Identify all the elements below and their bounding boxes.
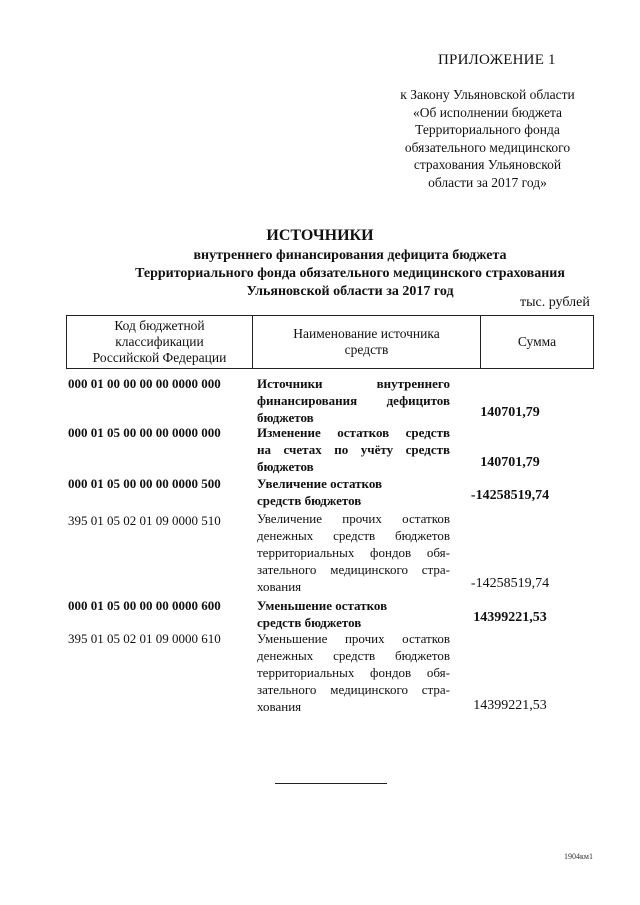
row-name-line: территориальных фондов обя- <box>257 545 450 560</box>
row-name-line: Увеличение остатков <box>257 476 383 491</box>
footer-divider <box>275 783 387 784</box>
row-name <box>257 510 450 595</box>
appendix-subtitle <box>380 86 595 191</box>
row-name-line: территориальных фондов обя- <box>257 665 450 680</box>
row-name-line: Изменение остатков средств <box>257 425 450 440</box>
appendix-subtitle-line: страхования Ульяновской <box>413 157 562 172</box>
row-name-line: финансирования дефицитов <box>257 393 450 408</box>
row-name-line: Уменьшение прочих остатков <box>257 631 450 646</box>
table-header <box>66 315 594 369</box>
row-amount: -14258519,74 <box>470 488 550 503</box>
row-amount: 14399221,53 <box>473 698 547 713</box>
row-code: 395 01 05 02 01 09 0000 510 <box>68 513 221 528</box>
row-code: 000 01 05 00 00 00 0000 000 <box>68 425 221 440</box>
row-name <box>257 375 450 426</box>
appendix-subtitle-line: обязательного медицинского <box>404 139 571 155</box>
row-name-line: денежных средств бюджетов <box>257 528 450 543</box>
column-header-amount <box>480 316 593 368</box>
document-subtitle-line: Ульяновской области за 2017 год <box>246 284 454 299</box>
document-title: ИСТОЧНИКИ <box>266 227 374 244</box>
row-name-line: Увеличение прочих остатков <box>257 511 450 526</box>
row-code: 000 01 00 00 00 00 0000 000 <box>68 376 221 391</box>
column-header-amount-label: Сумма <box>517 334 557 349</box>
row-name <box>257 597 450 631</box>
row-amount: -14258519,74 <box>470 576 550 591</box>
row-name-line: средств бюджетов <box>257 615 362 630</box>
row-name-line: денежных средств бюджетов <box>257 648 450 663</box>
row-name-line: Источники внутреннего <box>257 376 450 391</box>
row-code: 000 01 05 00 00 00 0000 600 <box>68 598 221 613</box>
appendix-title: ПРИЛОЖЕНИЕ 1 <box>438 52 556 68</box>
appendix-subtitle-line: «Об исполнении бюджета <box>412 104 563 120</box>
column-header-name <box>252 316 480 368</box>
footer-code: 1904км1 <box>564 852 593 861</box>
document-subtitle <box>60 247 640 301</box>
appendix-subtitle-line: к Закону Ульяновской области <box>400 87 575 102</box>
row-name-line: хования <box>257 579 302 594</box>
units-label: тыс. рублей <box>520 295 590 310</box>
column-header-code <box>67 316 252 368</box>
row-name-line: Уменьшение остатков <box>257 598 388 613</box>
row-name-line: бюджетов <box>257 459 314 474</box>
row-name-line: средств бюджетов <box>257 493 362 508</box>
row-name-line: хования <box>257 699 302 714</box>
document-subtitle-line: Территориального фонда обязательного медицинского страхования <box>135 266 565 281</box>
column-header-code-label: Код бюджетной классификации Российской Федерации <box>92 318 227 365</box>
row-amount: 140701,79 <box>480 455 540 470</box>
row-name-line: бюджетов <box>257 410 314 425</box>
row-name-line: зательного медицинского стра- <box>257 682 450 697</box>
row-name <box>257 424 450 475</box>
row-name <box>257 630 450 715</box>
appendix-subtitle-line: Территориального фонда <box>415 122 560 137</box>
row-name <box>257 475 450 509</box>
column-header-name-label: Наименование источника средств <box>293 326 440 357</box>
document-subtitle-line: внутреннего финансирования дефицита бюджета <box>193 248 507 263</box>
row-name-line: на счетах по учёту средств <box>257 442 450 457</box>
row-code: 000 01 05 00 00 00 0000 500 <box>68 476 221 491</box>
row-name-line: зательного медицинского стра- <box>257 562 450 577</box>
appendix-subtitle-line: области за 2017 год» <box>428 174 547 190</box>
row-code: 395 01 05 02 01 09 0000 610 <box>68 631 221 646</box>
row-amount: 140701,79 <box>480 405 540 420</box>
row-amount: 14399221,53 <box>473 610 547 625</box>
